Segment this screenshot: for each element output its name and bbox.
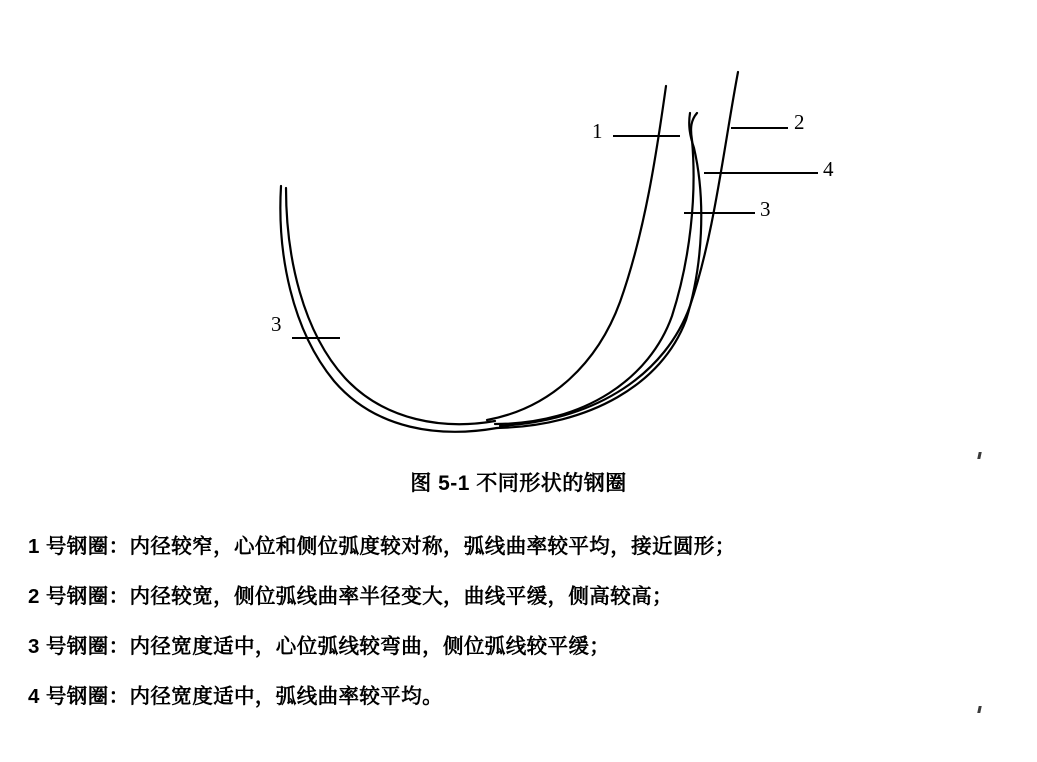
curve-left-inner: [286, 188, 495, 424]
body-line-4: 4 号钢圈：内径宽度适中，弧线曲率较平均。: [28, 685, 443, 708]
callout-label-2: 2: [794, 110, 805, 134]
curve-2: [500, 72, 738, 426]
callout-label-3-left: 3: [271, 312, 282, 336]
callout-label-1: 1: [592, 119, 603, 143]
callout-label-3-right: 3: [760, 197, 771, 221]
body-line-3: 3 号钢圈：内径宽度适中，心位弧线较弯曲，侧位弧线较平缓；: [28, 635, 611, 658]
callout-label-4: 4: [823, 157, 834, 181]
curve-3: [495, 113, 697, 424]
curve-left-outer: [280, 186, 497, 432]
curve-4: [497, 113, 701, 428]
figure-caption: 图 5-1 不同形状的钢圈: [410, 472, 627, 495]
body-line-2: 2 号钢圈：内径较宽，侧位弧线曲率半径变大，曲线平缓，侧高较高；: [28, 585, 673, 608]
body-line-1: 1 号钢圈：内径较窄，心位和侧位弧度较对称，弧线曲率较平均，接近圆形；: [28, 535, 736, 558]
body-text-block: [28, 522, 1008, 722]
